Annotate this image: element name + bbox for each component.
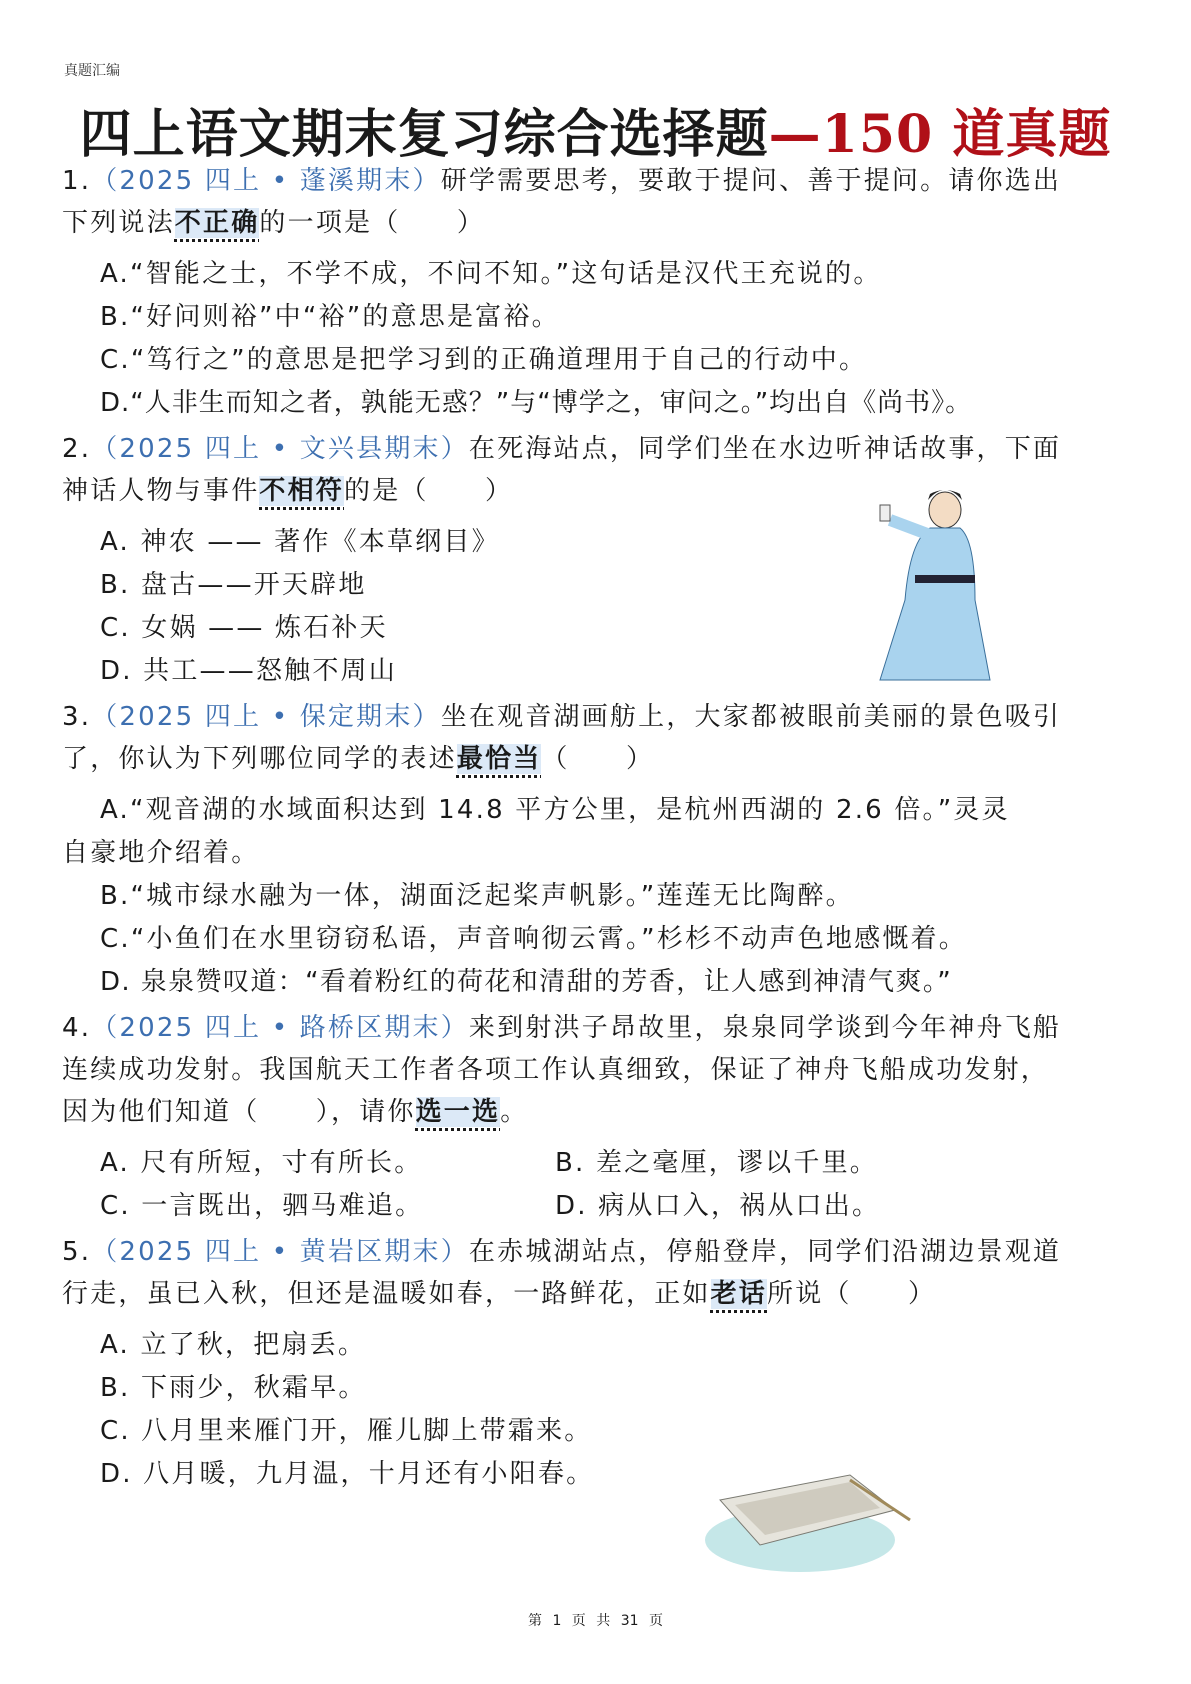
stem-text: 的一项是（ ）: [259, 208, 486, 238]
option: A.“观音湖的水域面积达到 14.8 平方公里，是杭州西湖的 2.6 倍。”灵灵: [100, 795, 1010, 825]
question-source: （2025 四上 • 路桥区期末）: [91, 1013, 469, 1043]
option: D.“人非生而知之者，孰能无惑？”与“博学之，审问之。”均出自《尚书》。: [100, 388, 973, 418]
question-number: 1.: [62, 166, 92, 196]
title-accent: —150 道真题: [768, 104, 1112, 165]
question-source: （2025 四上 • 保定期末）: [91, 702, 441, 732]
scholar-illustration: [860, 480, 1010, 682]
option: B.“好问则裕”中“裕”的意思是富裕。: [100, 302, 560, 332]
stem-text: 的是（ ）: [344, 476, 514, 506]
stem-text: 来到射洪子昂故里，泉泉同学谈到今年神舟飞船连续成功发射。我国航天工作者各项工作认真细致，保证了神舟飞船成功发射，因为他们知道（ ），请你: [62, 1013, 1062, 1127]
stem-text: 。: [500, 1097, 529, 1127]
option: A. 尺有所短，寸有所长。: [100, 1148, 423, 1178]
stem-text: 在死海站点，同学们坐在水边听神话故事，下面神话人物与事件: [62, 434, 1062, 506]
option: D. 泉泉赞叹道：“看着粉红的荷花和清甜的芳香，让人感到神清气爽。”: [100, 967, 953, 997]
option: C. 一言既出，驷马难追。: [100, 1191, 424, 1221]
emphasis: 选一选: [415, 1097, 501, 1127]
question-number: 4.: [62, 1013, 92, 1043]
page-number: 第 1 页 共 31 页: [528, 1613, 663, 1629]
option: D. 八月暖，九月温，十月还有小阳春。: [100, 1459, 595, 1489]
question-stem: [62, 696, 1062, 780]
option: D. 共工——怒触不周山: [100, 656, 397, 686]
question-number: 3.: [62, 702, 92, 732]
emphasis: 最恰当: [456, 744, 542, 774]
question-source: （2025 四上 • 蓬溪期末）: [91, 166, 441, 196]
option: C.“笃行之”的意思是把学习到的正确道理用于自己的行动中。: [100, 345, 868, 375]
question-number: 2.: [62, 434, 92, 464]
option-continued: 自豪地介绍着。: [62, 838, 260, 868]
option: A. 神农 —— 著作《本草纲目》: [100, 527, 500, 557]
page-title: [0, 92, 1191, 167]
option: B. 差之毫厘，谬以千里。: [555, 1148, 878, 1178]
question-4: [62, 1007, 1062, 1228]
option: A.“智能之士，不学不成，不问不知。”这句话是汉代王充说的。: [100, 259, 882, 289]
header-label: 真题汇编: [64, 63, 120, 79]
option: C.“小鱼们在水里窃窃私语，声音响彻云霄。”杉杉不动声色地感慨着。: [100, 924, 967, 954]
question-stem: [62, 1007, 1062, 1133]
question-1: [62, 160, 1062, 425]
title-main: 四上语文期末复习综合选择题: [79, 104, 769, 165]
option: C. 女娲 —— 炼石补天: [100, 613, 388, 643]
boat-illustration: [700, 1450, 920, 1580]
question-stem: [62, 160, 1062, 244]
option: A. 立了秋，把扇丢。: [100, 1330, 367, 1360]
question-3: [62, 696, 1062, 1004]
stem-text: 研学需要思考，要敢于提问、善于提问。请你选出下列说法: [62, 166, 1062, 238]
option: C. 八月里来雁门开，雁儿脚上带霜来。: [100, 1416, 593, 1446]
emphasis: 不正确: [174, 208, 260, 238]
emphasis: 不相符: [259, 476, 345, 506]
question-number: 5.: [62, 1237, 92, 1267]
option: B.“城市绿水融为一体，湖面泛起桨声帆影。”莲莲无比陶醉。: [100, 881, 854, 911]
option: B. 下雨少，秋霜早。: [100, 1373, 367, 1403]
option: B. 盘古——开天辟地: [100, 570, 367, 600]
stem-text: 在赤城湖站点，停船登岸，同学们沿湖边景观道行走，虽已入秋，但还是温暖如春，一路鲜花，正如: [62, 1237, 1062, 1309]
question-source: （2025 四上 • 黄岩区期末）: [91, 1237, 469, 1267]
question-source: （2025 四上 • 文兴县期末）: [91, 434, 469, 464]
emphasis: 老话: [710, 1279, 768, 1309]
question-stem: [62, 1231, 1062, 1315]
questions: [62, 160, 1062, 1499]
stem-text: （ ）: [541, 744, 655, 774]
option: D. 病从口入，祸从口出。: [555, 1191, 881, 1221]
stem-text: 坐在观音湖画舫上，大家都被眼前美丽的景色吸引了，你认为下列哪位同学的表述: [62, 702, 1062, 774]
stem-text: 所说（ ）: [767, 1279, 937, 1309]
